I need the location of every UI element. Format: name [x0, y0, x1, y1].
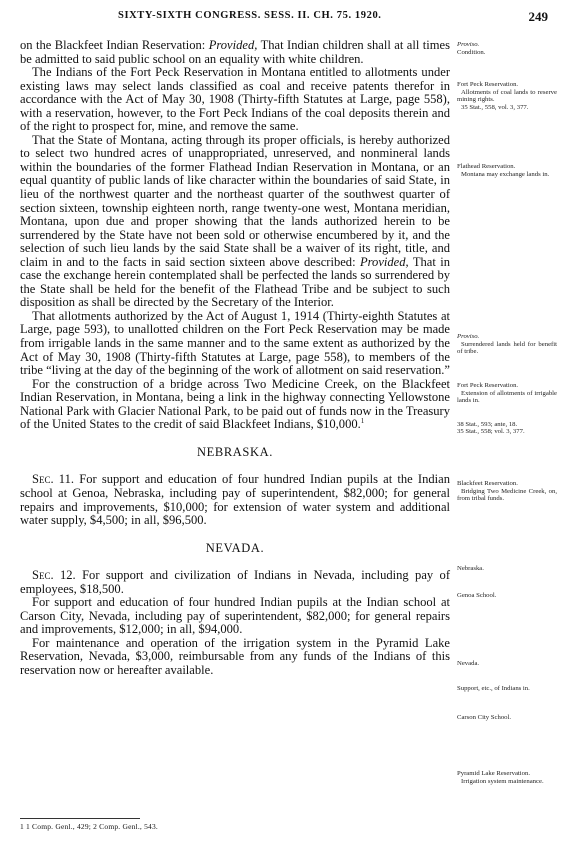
margin-note-surrendered-lands: Proviso. Surrendered lands held for benefit of tribe.: [457, 333, 557, 355]
margin-note-fort-peck-coal: Fort Peck Reservation. Allotments of coal lands to reserve mining rights. 35 Stat., 558, vol. 3, 377.: [457, 81, 557, 111]
paragraph-fort-peck-allotments: That allotments authorized by the Act of August 1, 1914 (Thirty-eighth Statutes at Large, page 593), to unallotted children on the Fort Peck Reservation may be made from irrigable lands in the same manner and to the same extent as authorized by the Act of May 30, 1908 (Thirty-fifth Statutes at Large, page 558), to members of the tribe “living at the day of the beginning of the work of allotment on said reservation.”: [20, 308, 450, 378]
paragraph-pyramid-lake: For maintenance and operation of the irrigation system in the Pyramid Lake Reservation, Nevada, $3,000, reimbursable from any funds of the Indians of this reservation now or hereafter available.: [20, 635, 450, 677]
paragraph-blackfeet-bridge: For the construction of a bridge across Two Medicine Creek, on the Blackfeet Indian Reservation, in Montana, being a link in the highway connecting Yellowstone National Park with Glacier National Park, to be paid out of funds now in the Treasury of the United States to the credit of said Blackfeet Indians, $10,000.$^1$: [20, 376, 451, 432]
paragraph-carson-city: For support and education of four hundred Indian pupils at the Indian school at Carson City, Nevada, including pay of superintendent, $82,000; for general repairs and improvements, $12,000; in all, $94,000.: [20, 595, 450, 637]
running-header: [0, 9, 566, 25]
paragraph-montana-exchange: That the State of Montana, acting through its proper officials, is hereby authorized to select two hundred acres of unappropriated, unreserved, and nonmineral lands within the boundaries of the former Flathead Indian Reservation in Montana, or an equal quantity of public lands of like character within the boundaries of said State, in lieu of the northwest quarter and the northeast quarter of the southwest quarter of section sixteen, township eighteen north, range twenty-one west, Montana meridian, Montana, upon due and proper showing that the lands authorized herein to be surrendered by the State have not been sold or otherwise encumbered by it, and the selection of such lieu lands by the said State shall be a waiver of its right, title, and claim in and to the facts in said section sixteen above described: Provided, That in case the exchange herein contemplated shall be perfected the lands so surrendered by the State shall be held for the benefit of the Flathead Tribe and be subject to such disposition as shall be directed by the Secretary of the Interior.: [20, 132, 450, 310]
margin-note-pyramid-lake: Pyramid Lake Reservation. Irrigation system maintenance.: [457, 770, 544, 785]
section-11: Sec. 11. For support and education of four hundred Indian pupils at the Indian school at Genoa, Nebraska, including pay of superintendent, $82,000; for general repairs and improvements, $10,000; for extension of water system and additional water supply, $4,500; in all, $96,500.: [20, 472, 450, 528]
margin-note-flathead: Flathead Reservation. Montana may exchange lands in.: [457, 163, 550, 178]
margin-note-proviso-condition: Proviso. Condition.: [457, 41, 486, 56]
heading-nevada: NEVADA.: [205, 540, 265, 555]
margin-note-fort-peck-allotments: Fort Peck Reservation. Extension of allotments of irrigable lands in. 38 Stat., 593; ante, 18. 35 Stat., 558; vol. 3, 377.: [457, 382, 557, 435]
footnote-mark: 1: [360, 417, 365, 426]
heading-nebraska: NEBRASKA.: [197, 444, 273, 459]
footnote-rule: [20, 818, 140, 819]
margin-note-support-indians: Support, etc., of Indians in.: [457, 685, 530, 692]
footnote: 1 1 Comp. Genl., 429; 2 Comp. Genl., 543.: [20, 822, 158, 831]
paragraph-blackfeet-school: on the Blackfeet Indian Reservation: Provided, That Indian children shall at all times be admitted to said public school on an equality with white children.: [20, 38, 450, 66]
header-title: SIXTY-SIXTH CONGRESS. SESS. II. CH. 75. 1920.: [118, 10, 382, 21]
page-number: 249: [528, 9, 548, 24]
paragraph-fort-peck-coal: The Indians of the Fort Peck Reservation in Montana entitled to allotments under existing laws may select lands classified as coal and receive patents therefor in accordance with the Act of May 30, 1908 (Thirty-fifth Statutes at Large, page 558), with a reservation, however, to the Fort Peck Indians of the coal deposits therein and of the right to prospect for, mine, and remove the same.: [20, 65, 450, 134]
main-text: [20, 39, 450, 678]
margin-note-nevada: Nevada.: [457, 660, 480, 667]
margin-note-genoa-school: Genoa School.: [457, 592, 497, 599]
margin-note-carson-city: Carson City School.: [457, 714, 512, 721]
margin-note-nebraska: Nebraska.: [457, 565, 484, 572]
section-12: Sec. 12. For support and civilization of Indians in Nevada, including pay of employees, $18,500.: [20, 568, 451, 596]
margin-note-blackfeet-bridge: Blackfeet Reservation. Bridging Two Medicine Creek, on, from tribal funds.: [457, 480, 557, 502]
